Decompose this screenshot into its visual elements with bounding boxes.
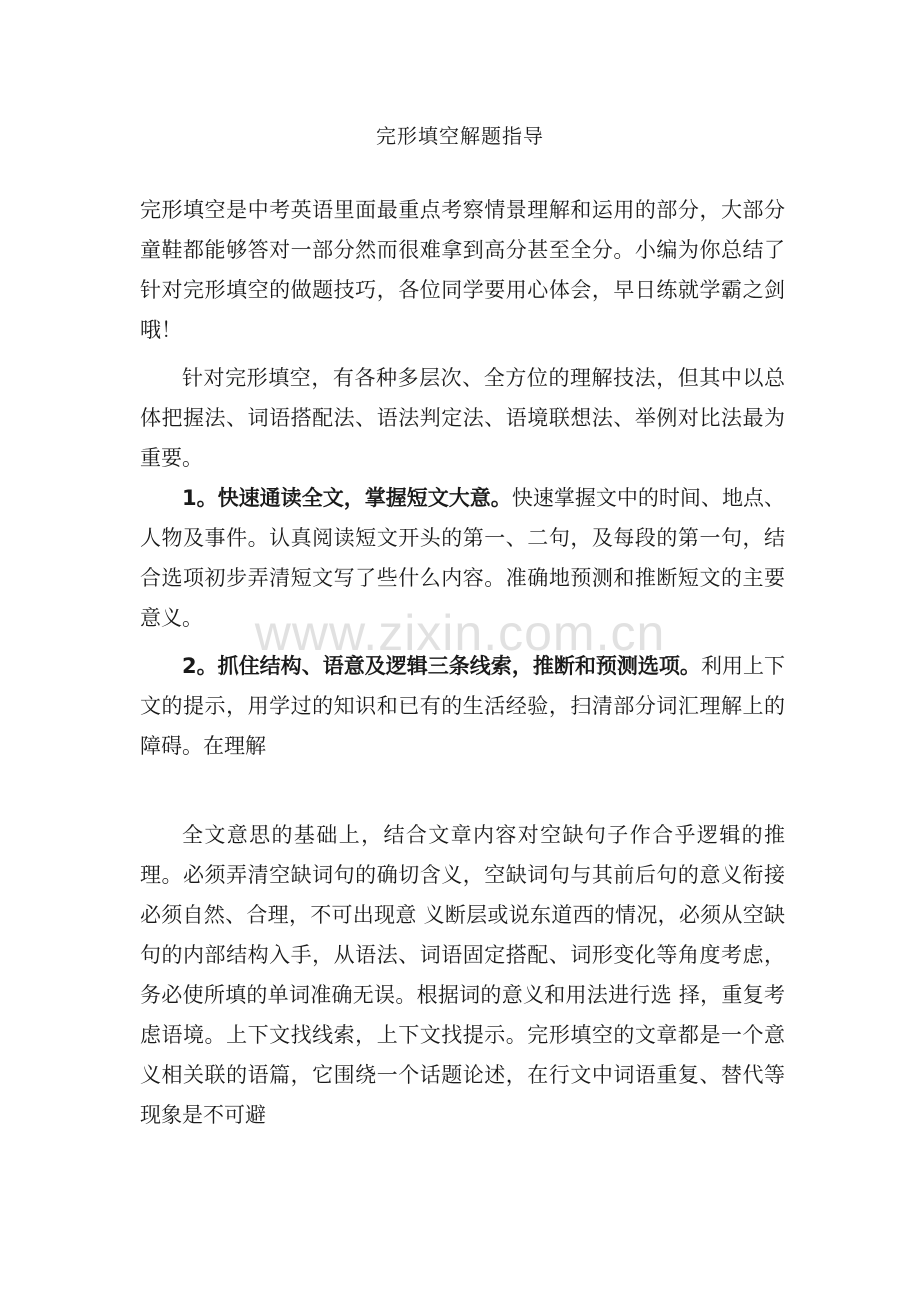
step-2-text: 利用上下文的提示，用学过的知识和已有的生活经验，扫清部分词汇理解上的障碍。在理解 [140,654,785,758]
step-1-paragraph [140,478,785,638]
intro-paragraph: 完形填空是中考英语里面最重点考察情景理解和运用的部分，大部分童鞋都能够答对一部分然而很难拿到高分甚至全分。小编为你总结了针对完形填空的做题技巧，各位同学要用心体会，早日练就学霸之剑哦！ [140,198,785,342]
methods-paragraph: 针对完形填空，有各种多层次、全方位的理解技法，但其中以总体把握法、词语搭配法、语法判定法、语境联想法、举例对比法最为重要。 [140,366,785,470]
continuation-paragraph: 全文意思的基础上，结合文章内容对空缺句子作合乎逻辑的推理。必须弄清空缺词句的确切含义，空缺词句与其前后句的意义衔接必须自然、合理，不可出现意 义断层或说东道西的情况，必须从空缺句的内部结构入手，从语法、词语固定搭配、词形变化等角度考虑，务必使所填的单词准确无误。根据词的意义和用法进行选 择，重复考虑语境。上下文找线索，上下文找提示。完形填空的文章都是一个意义相关联的语篇，它围绕一个话题论述，在行文中词语重复、替代等现象是不可避 [140,823,785,1127]
step-1-text: 快速掌握文中的时间、地点、人物及事件。认真阅读短文开头的第一、二句，及每段的第一句，结合选项初步弄清短文写了些什么内容。准确地预测和推断短文的主要意义。 [140,486,785,630]
document-title: 完形填空解题指导 [376,124,544,148]
step-2-paragraph [140,646,785,766]
step-1-heading: 1。快速通读全文，掌握短文大意。 [182,486,512,510]
watermark: www.zixin.com.cn [254,605,666,661]
step-2-heading: 2。抓住结构、语意及逻辑三条线索，推断和预测选项。 [182,654,701,678]
